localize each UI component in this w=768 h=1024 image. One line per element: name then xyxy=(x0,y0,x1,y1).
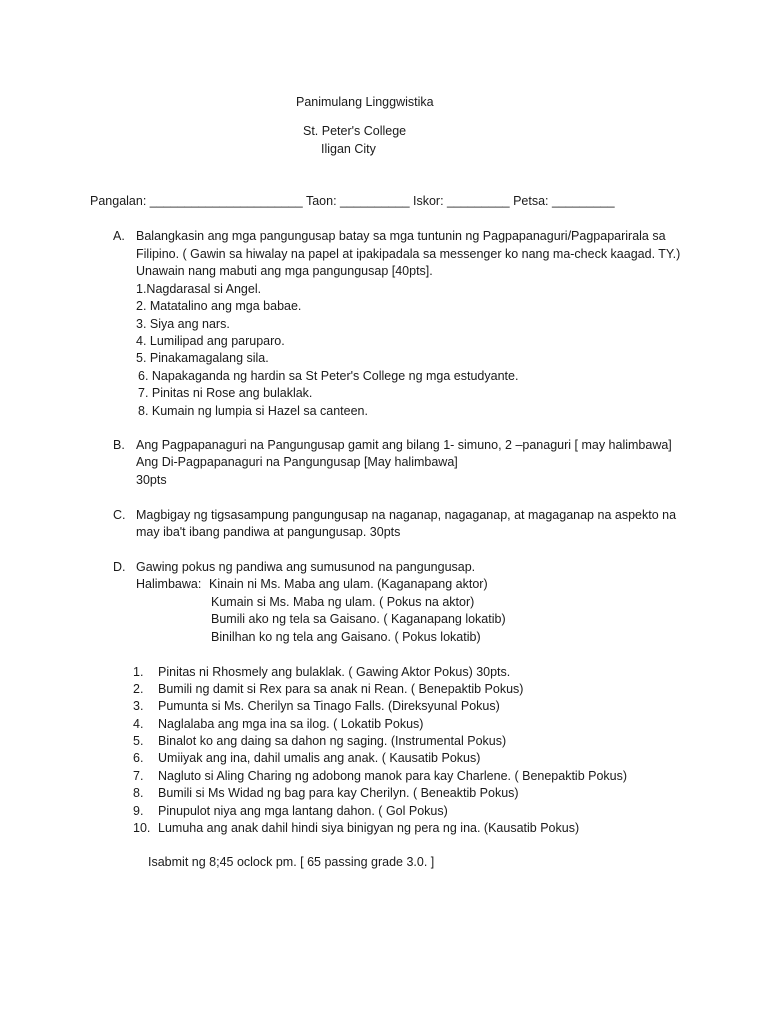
item-number: 4. xyxy=(133,717,144,731)
item-text: Naglalaba ang mga ina sa ilog. ( Lokatib Pokus) xyxy=(158,717,424,731)
item-number: 1. xyxy=(133,665,144,679)
section-b-line: Ang Di-Pagpapanaguri na Pangungusap [May halimbawa] xyxy=(136,455,458,469)
item-number: 2. xyxy=(133,682,144,696)
example-label: Halimbawa: xyxy=(136,577,202,591)
item-number: 6. xyxy=(133,751,144,765)
example-line: Binilhan ko ng tela ang Gaisano. ( Pokus lokatib) xyxy=(211,630,481,644)
item-text: Pinupulot niya ang mga lantang dahon. ( Gol Pokus) xyxy=(158,804,448,818)
item-number: 10. xyxy=(133,821,151,835)
item-number: 9. xyxy=(133,804,144,818)
item-text: Nagluto si Aling Charing ng adobong manok para kay Charlene. ( Benepaktib Pokus) xyxy=(158,769,628,783)
school-name: St. Peter's College xyxy=(303,124,407,138)
section-b-marker: B. xyxy=(113,438,125,452)
student-info-line: Pangalan: ______________________ Taon: __________ Iskor: _________ Petsa: _________ xyxy=(90,194,615,208)
section-a-line: Filipino. ( Gawin sa hiwalay na papel at ipakipadala sa messenger ko nang ma-check kaagad. TY.) xyxy=(136,247,681,261)
section-a-line: Balangkasin ang mga pangungusap batay sa mga tuntunin ng Pagpapanaguri/Pagpaparirala sa xyxy=(136,229,666,243)
section-b-line: Ang Pagpapanaguri na Pangungusap gamit ang bilang 1- simuno, 2 –panaguri [ may halimbawa] xyxy=(136,438,672,452)
item-text: Binalot ko ang daing sa dahon ng saging. (Instrumental Pokus) xyxy=(158,734,507,748)
section-a-item: 1.Nagdarasal si Angel. xyxy=(136,282,262,296)
item-number: 8. xyxy=(133,786,144,800)
section-d-marker: D. xyxy=(113,560,126,574)
item-number: 3. xyxy=(133,699,144,713)
section-c-line: Magbigay ng tigsasampung pangungusap na naganap, nagaganap, at magaganap na aspekto na xyxy=(136,508,677,522)
item-text: Pumunta si Ms. Cherilyn sa Tinago Falls. (Direksyunal Pokus) xyxy=(158,699,500,713)
section-c-marker: C. xyxy=(113,508,126,522)
section-c-line: may iba't ibang pandiwa at pangungusap. 30pts xyxy=(136,525,401,539)
item-text: Bumili ng damit si Rex para sa anak ni Rean. ( Benepaktib Pokus) xyxy=(158,682,524,696)
example-line: Bumili ako ng tela sa Gaisano. ( Kaganapang lokatib) xyxy=(211,612,506,626)
school-city: Iligan City xyxy=(321,142,376,156)
example-line: Kumain si Ms. Maba ng ulam. ( Pokus na aktor) xyxy=(211,595,475,609)
submission-note: Isabmit ng 8;45 oclock pm. [ 65 passing grade 3.0. ] xyxy=(148,855,435,869)
item-text: Pinitas ni Rhosmely ang bulaklak. ( Gawing Aktor Pokus) 30pts. xyxy=(158,665,511,679)
section-a-line: Unawain nang mabuti ang mga pangungusap [40pts]. xyxy=(136,264,433,278)
example-line: Kinain ni Ms. Maba ang ulam. (Kaganapang aktor) xyxy=(209,577,488,591)
section-a-item: 8. Kumain ng lumpia si Hazel sa canteen. xyxy=(138,404,368,418)
section-a-marker: A. xyxy=(113,229,125,243)
section-d-intro: Gawing pokus ng pandiwa ang sumusunod na pangungusap. xyxy=(136,560,476,574)
item-text: Umiiyak ang ina, dahil umalis ang anak. ( Kausatib Pokus) xyxy=(158,751,481,765)
section-a-item: 3. Siya ang nars. xyxy=(136,317,230,331)
section-a-item: 7. Pinitas ni Rose ang bulaklak. xyxy=(138,386,313,400)
section-a-item: 2. Matatalino ang mga babae. xyxy=(136,299,302,313)
item-text: Lumuha ang anak dahil hindi siya binigyan ng pera ng ina. (Kausatib Pokus) xyxy=(158,821,580,835)
section-a-item: 6. Napakaganda ng hardin sa St Peter's College ng mga estudyante. xyxy=(138,369,519,383)
item-number: 7. xyxy=(133,769,144,783)
section-a-item: 5. Pinakamagalang sila. xyxy=(136,351,269,365)
section-b-line: 30pts xyxy=(136,473,167,487)
course-title: Panimulang Linggwistika xyxy=(296,95,434,109)
item-number: 5. xyxy=(133,734,144,748)
section-a-item: 4. Lumilipad ang paruparo. xyxy=(136,334,285,348)
item-text: Bumili si Ms Widad ng bag para kay Cherilyn. ( Beneaktib Pokus) xyxy=(158,786,519,800)
